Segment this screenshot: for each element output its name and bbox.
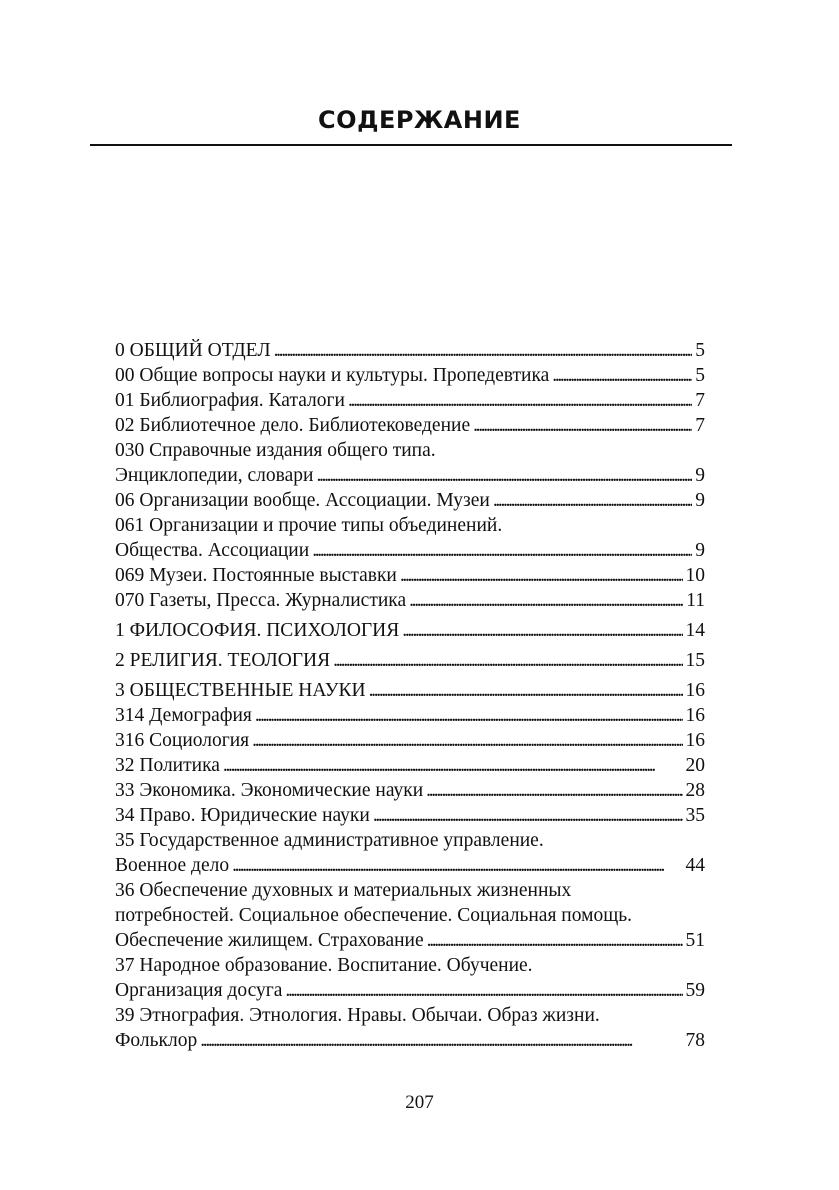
toc-entry-page: 5 [695, 365, 705, 386]
toc-entry [115, 648, 705, 673]
toc-leader-dots [400, 563, 683, 588]
toc-leader-dots [285, 978, 682, 1003]
toc-entry-title: 070 Газеты, Пресса. Журналистика [115, 590, 407, 611]
toc-entry-page: 20 [685, 755, 705, 776]
page-number: 207 [405, 1092, 434, 1113]
toc-entry [115, 953, 705, 978]
toc-leader-dots [473, 413, 692, 438]
toc-leader-dots [493, 488, 692, 513]
toc-leader-dots [427, 928, 683, 953]
toc-leader-dots [552, 363, 692, 388]
toc-leader-dots [316, 463, 692, 488]
toc-leader-dots [274, 338, 693, 363]
toc-entry-title: Обеспечение жилищем. Страхование [115, 930, 424, 951]
toc-entry [115, 1028, 705, 1053]
toc-entry-title: 314 Демография [115, 705, 252, 726]
toc-entry-page: 9 [695, 490, 705, 511]
toc-entry-title: 33 Экономика. Экономические науки [115, 780, 424, 801]
toc-entry-page: 5 [695, 340, 705, 361]
toc-entry-page: 16 [685, 705, 705, 726]
toc-entry-page: 9 [695, 540, 705, 561]
toc-entry-page: 78 [685, 1030, 705, 1051]
toc-entry [115, 853, 705, 878]
toc-entry [115, 978, 705, 1003]
toc-entry [115, 538, 705, 563]
toc-entry [115, 903, 705, 928]
toc-entry-title: 39 Этнография. Этнология. Нравы. Обычаи. Образ жизни. [115, 1005, 600, 1026]
toc-leader-dots [312, 538, 692, 563]
toc-entry-page: 9 [695, 465, 705, 486]
toc-entry [115, 728, 705, 753]
toc-entry [115, 488, 705, 513]
toc-leader-dots [409, 588, 683, 613]
toc-entry-page: 7 [695, 415, 705, 436]
toc-entry-title: 37 Народное образование. Воспитание. Обучение. [115, 955, 533, 976]
toc-entry [115, 438, 705, 463]
toc-entry-page: 44 [685, 855, 705, 876]
toc-entry-title: 35 Государственное административное управление. [115, 830, 544, 851]
toc-entry-title: Военное дело [115, 855, 230, 876]
toc-entry [115, 513, 705, 538]
toc-entry [115, 463, 705, 488]
toc-entry-title: Энциклопедии, словари [115, 465, 314, 486]
toc-entry-page: 28 [685, 780, 705, 801]
toc-leader-dots [402, 618, 682, 643]
toc-entry-title: 316 Социология [115, 730, 250, 751]
toc-entry-page: 51 [685, 930, 705, 951]
toc-entry-title: 02 Библиотечное дело. Библиотековедение [115, 415, 471, 436]
toc-entry-title: Фольклор [115, 1030, 198, 1051]
toc-entry-page: 59 [685, 980, 705, 1001]
toc-entry-title: 3 ОБЩЕСТВЕННЫЕ НАУКИ [115, 680, 366, 701]
toc-entry [115, 703, 705, 728]
toc-leader-dots [232, 853, 682, 878]
page-title: СОДЕРЖАНИЕ [318, 106, 521, 134]
toc-leader-dots [373, 803, 683, 828]
toc-entry-page: 35 [685, 805, 705, 826]
toc-entry-title: 36 Обеспечение духовных и материальных жизненных [115, 880, 572, 901]
toc-entry-page: 7 [695, 390, 705, 411]
toc-entry [115, 563, 705, 588]
toc-entry-page: 16 [685, 730, 705, 751]
toc-leader-dots [223, 753, 683, 778]
toc-entry [115, 588, 705, 613]
toc-entry-page: 11 [686, 590, 705, 611]
toc-leader-dots [252, 728, 682, 753]
toc-entry [115, 678, 705, 703]
toc-entry [115, 363, 705, 388]
toc-entry-title: потребностей. Социальное обеспечение. Социальная помощь. [115, 905, 632, 926]
toc-leader-dots [426, 778, 682, 803]
toc-entry-title: Общества. Ассоциации [115, 540, 310, 561]
toc-entry-title: 0 ОБЩИЙ ОТДЕЛ [115, 340, 271, 361]
toc-entry [115, 618, 705, 643]
toc-entry [115, 753, 705, 778]
toc-entry-title: 030 Справочные издания общего типа. [115, 440, 436, 461]
toc-entry-title: 34 Право. Юридические науки [115, 805, 370, 826]
toc-entry-title: Организация досуга [115, 980, 283, 1001]
toc-entry [115, 338, 705, 363]
toc-entry-page: 15 [685, 650, 705, 671]
toc-entry [115, 928, 705, 953]
toc-leader-dots [200, 1028, 682, 1053]
toc-entry-title: 061 Организации и прочие типы объединений. [115, 515, 503, 536]
toc-leader-dots [348, 388, 692, 413]
toc-entry-page: 10 [685, 565, 705, 586]
toc-leader-dots [369, 678, 683, 703]
toc-entry [115, 1003, 705, 1028]
toc-entry [115, 878, 705, 903]
title-divider [90, 144, 732, 146]
toc-entry-title: 1 ФИЛОСОФИЯ. ПСИХОЛОГИЯ [115, 620, 400, 641]
toc-entry [115, 803, 705, 828]
toc-entry-title: 069 Музеи. Постоянные выставки [115, 565, 397, 586]
toc-entry [115, 413, 705, 438]
toc-entry-title: 00 Общие вопросы науки и культуры. Пропедевтика [115, 365, 550, 386]
toc-leader-dots [333, 648, 682, 673]
toc-entry-title: 2 РЕЛИГИЯ. ТЕОЛОГИЯ [115, 650, 331, 671]
toc-entry-page: 16 [685, 680, 705, 701]
toc-entry [115, 388, 705, 413]
toc-entry-title: 01 Библиография. Каталоги [115, 390, 345, 411]
toc-entry [115, 828, 705, 853]
toc-entry-title: 06 Организации вообще. Ассоциации. Музеи [115, 490, 490, 511]
table-of-contents [115, 338, 705, 1053]
toc-entry [115, 778, 705, 803]
toc-leader-dots [255, 703, 683, 728]
toc-entry-title: 32 Политика [115, 755, 220, 776]
toc-entry-page: 14 [685, 620, 705, 641]
